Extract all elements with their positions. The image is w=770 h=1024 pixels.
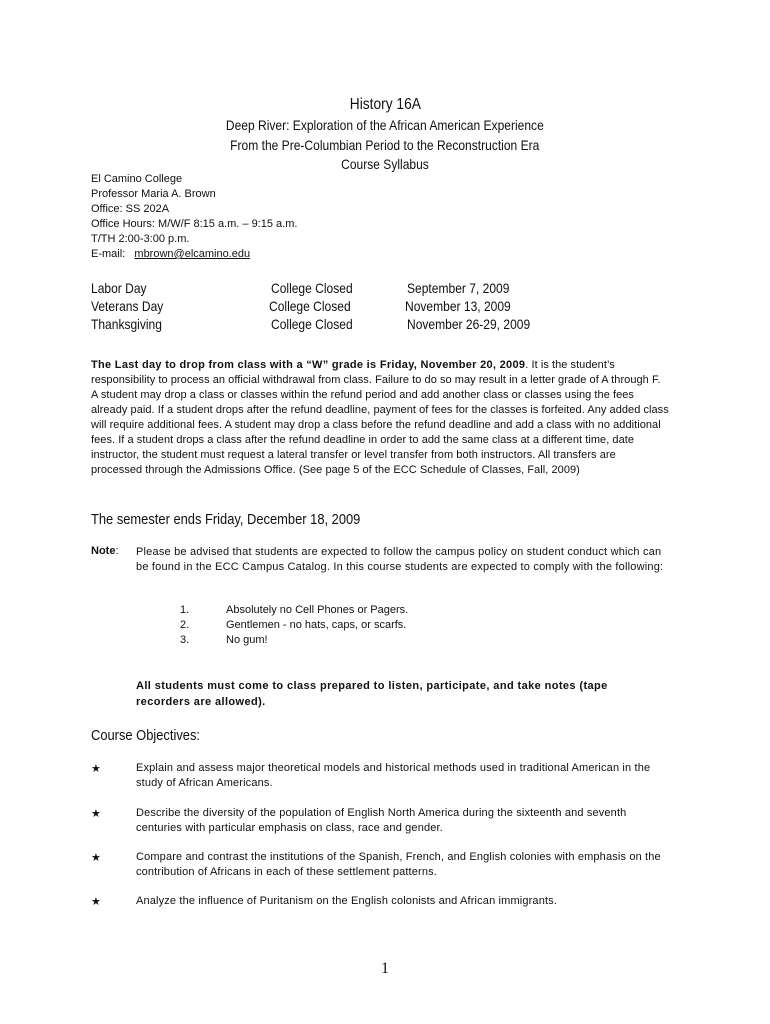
objective-text: Explain and assess major theoretical models and historical methods used in traditional American in the study of African Americans. [136,762,651,789]
star-bullet-icon: ★ [91,851,102,864]
rule-number: 2. [180,619,190,631]
college-name: El Camino College [91,173,183,185]
semester-end-heading: The semester ends Friday, December 18, 2009 [91,511,361,528]
holiday-status: College Closed [271,280,353,296]
holiday-name: Veterans Day [91,298,164,314]
rule-number: 3. [180,634,190,646]
star-bullet-icon: ★ [91,895,102,908]
star-bullet-icon: ★ [91,762,102,775]
email-label: E-mail: [91,248,126,260]
drop-deadline-text: The Last day to drop from class with a “W” grade is Friday, November 20, 2009 [91,359,526,371]
drop-policy-text: . It is the student’s responsibility to process an official withdrawal from class. Failure to do so may result in a letter grade of A through F. A student may drop a class or classes within the refund period and add another class or classes using the fees already paid. If a student drops after the refund deadline, payment of fees for the classes is forfeited. Any added class will require additional fees. A student may drop a class before the refund deadline and add a class with no additional fees. If a student drops a class after the refund deadline in order to add the same class at a different time, date instructor, the student must request a lateral transfer or level transfer from both instructors. All transfers are processed through the Admissions Office. (See page 5 of the ECC Schedule of Classes, Fall, 2009) [91,359,669,476]
holiday-status: College Closed [271,316,353,332]
email-link[interactable]: mbrown@elcamino.edu [134,248,251,260]
course-subtitle-line2: From the Pre-Columbian Period to the Reconstruction Era [230,137,540,153]
holiday-name: Thanksgiving [91,316,162,332]
email-line [91,247,297,262]
objectives-heading: Course Objectives: [91,727,200,744]
objective-text: Describe the diversity of the population of English North America during the sixteenth and seventh centuries with particular emphasis on class, race and gender. [136,807,627,834]
office-hours-tth: T/TH 2:00-3:00 p.m. [91,233,190,245]
holiday-status: College Closed [269,298,351,314]
course-title: History 16A [349,96,421,113]
office-hours-mwf: Office Hours: M/W/F 8:15 a.m. – 9:15 a.m. [91,218,298,230]
objective-text: Compare and contrast the institutions of the Spanish, French, and English colonies with emphasis on the contribution of Africans in each of these settlement patterns. [136,851,661,878]
course-subtitle-line1: Deep River: Exploration of the African American Experience [226,117,544,133]
holiday-date: September 7, 2009 [407,280,510,296]
rule-text: No gum! [226,634,268,646]
holiday-date: November 13, 2009 [405,298,511,314]
star-bullet-icon: ★ [91,807,102,820]
holiday-list [91,280,691,334]
rule-text: Absolutely no Cell Phones or Pagers. [226,604,409,616]
drop-policy-paragraph [91,358,669,478]
holiday-row [91,298,691,316]
note-label: Note: [91,545,119,557]
holiday-name: Labor Day [91,280,147,296]
class-preparation-note: All students must come to class prepared to listen, participate, and take notes (tape recorders are allowed). [136,680,608,708]
course-subtitle-line3: Course Syllabus [341,156,429,172]
instructor-info [91,172,297,262]
note-text: Please be advised that students are expected to follow the campus policy on student conduct which can be found in the ECC Campus Catalog. In this course students are expected to comply with the following: [136,546,664,573]
holiday-row [91,280,691,298]
office-location: Office: SS 202A [91,203,170,215]
page-number: 1 [381,960,389,977]
objective-text: Analyze the influence of Puritanism on the English colonists and African immigrants. [136,895,558,907]
holiday-row [91,316,691,334]
rule-number: 1. [180,604,190,616]
professor-name: Professor Maria A. Brown [91,188,216,200]
rule-text: Gentlemen - no hats, caps, or scarfs. [226,619,407,631]
holiday-date: November 26-29, 2009 [407,316,531,332]
